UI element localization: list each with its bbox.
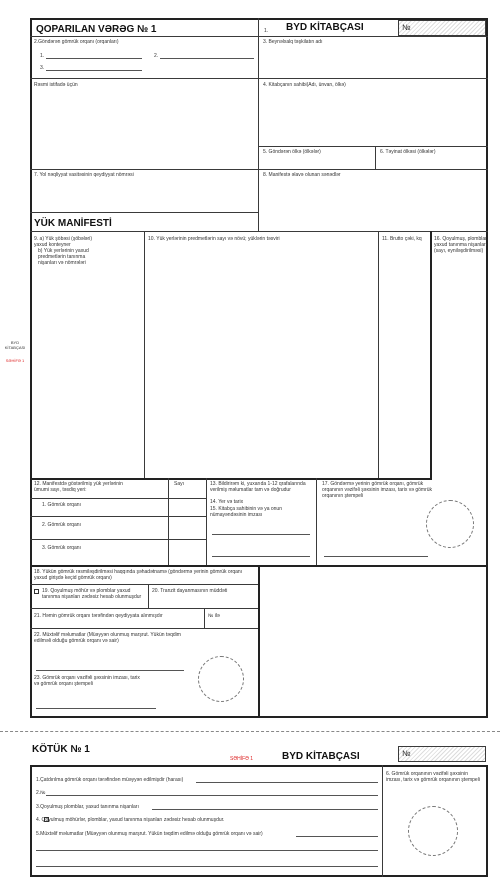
counterfoil-number-label: № xyxy=(402,749,411,758)
carnet-number: 1. xyxy=(264,28,269,34)
side-page-label: SƏHİFƏ 1 xyxy=(5,358,25,363)
field-2-1-input[interactable] xyxy=(46,58,142,59)
field-9a-label: 9. a) Yük şöbəsi (şöbələri) yaxud konteyner xyxy=(34,236,92,248)
field-23-signature-line[interactable] xyxy=(36,708,156,709)
side-carnet-title: BYD KİTABÇASI xyxy=(4,340,26,350)
field-15-input[interactable] xyxy=(212,556,310,557)
official-use-label: Rəsmi istifadə üçün xyxy=(34,82,78,88)
row-5-input-line-2[interactable] xyxy=(36,850,378,851)
field-19-label: 19. Qoyulmuş möhür və plomblar yaxud tanınma nişanları zədəsiz hesab olunmuşdur xyxy=(42,588,142,600)
row-5-input-line-3[interactable] xyxy=(36,866,378,867)
field-21-number-label: № ilə xyxy=(208,613,220,619)
field-12-1-label: 1. Gömrük orqanı xyxy=(42,502,81,508)
field-19-checkbox[interactable] xyxy=(34,589,39,594)
counterfoil-carnet-title: BYD KİTABÇASI xyxy=(282,751,360,762)
row-5-label: 5.Müxtəlif məlumatlar (Müəyyən olunmuş marşrut. Yükün təqdim edilmə olduğu gömrük orqanı və sair) xyxy=(36,831,263,837)
field-22-label: 22. Müxtəlif məlumatlar (Müəyyən olunmuş marşrut. Yükün təqdim edilməli olduğu gömrük orqanı və sair) xyxy=(34,632,181,644)
field-18-label: 18. Yükün gömrük rəsmiləşdirilməsi haqqında şəhadətnamə (göndərmə yerinin gömrük orqanı yaxud girişdə keçid gömrük orqanı) xyxy=(34,569,243,581)
row-4-label: 4. Qoyulmuş möhürlər, plomblar, yaxud tanınma nişanları zədəsiz hesab olunmuşdur. xyxy=(36,817,225,823)
field-20-label: 20. Tranzit dayanmasının müddəti xyxy=(152,588,228,594)
field-17-signature-line[interactable] xyxy=(324,556,428,557)
field-12-label: 12. Manifestdə göstərilmiş yük yerlərinin ümumi sayı, təsdiq yeri: xyxy=(34,481,123,493)
stamp-circle xyxy=(198,656,244,702)
counterfoil-page-label: SƏHİFƏ 1 xyxy=(230,756,254,762)
field-3-label: 3. Beynəlxalq təşkilatın adı xyxy=(263,39,323,45)
field-11-label: 11. Brutto çəki, kq xyxy=(382,236,422,242)
field-2-label: 2.Göndərən gömrük orqanı (orqanları) xyxy=(34,39,119,45)
row-2-label: 2.№ xyxy=(36,790,46,796)
field-2-2-input[interactable] xyxy=(160,58,254,59)
field-8-label: 8. Manifestə əlavə olunan sənədlər xyxy=(263,172,341,178)
stamp-circle xyxy=(426,500,474,548)
field-6-label: 6. Təyinat ölkəsi (ölkələr) xyxy=(380,149,436,155)
field-12-2-label: 2. Gömrük orqanı xyxy=(42,522,81,528)
manifest-title: YÜK MANİFESTİ xyxy=(34,218,112,229)
field-16-label: 16. Qoyulmuş, plomblar, yaxud tanınma nişanları (sayı, eyniləşdirilməsi) xyxy=(434,236,488,254)
row-1-label: 1.Çatdırılma gömrük orqanı tərəfindən müəyyən edilmişdir (harası) xyxy=(36,777,184,783)
field-15-label: 15. Kitabça sahibinin və ya onun nümayəndəsinin imzası xyxy=(210,506,282,518)
carnet-title: BYD KİTABÇASI xyxy=(286,22,364,33)
row-6-label: 6. Gömrük orqanının vəzifəli şəxsinin imzası, tarix və gömrük orqanının ştempeli xyxy=(386,771,480,783)
field-12-3-label: 3. Gömrük orqanı xyxy=(42,545,81,551)
carnet-number-field[interactable] xyxy=(398,20,486,36)
field-7-label: 7. Yol nəqliyyat vasitəsinin qeydiyyat nömrəsi xyxy=(34,172,134,178)
field-21-label: 21. Həmin gömrük orqanı tərəfindən qeydiyyata alınmışdır xyxy=(34,613,163,619)
field-23-label: 23. Gömrük orqanı vəzifəli şəxsinin imzası, tarix və gömrük orqanı ştempeli xyxy=(34,675,140,687)
row-2-input[interactable] xyxy=(46,795,378,796)
row-3-input[interactable] xyxy=(152,809,378,810)
field-9b-label: b) Yük yerlərinin yaxud predmetlərin tanınma nişanları və nömrələri xyxy=(38,248,89,266)
number-label: № xyxy=(402,23,411,32)
counterfoil-number-field[interactable] xyxy=(398,746,486,762)
field-17-label: 17. Göndərmə yerinin gömrük orqanı, gömrük orqanının vəzifəli şəxsinin imzası, tarix və gömrük orqanının ştempeli xyxy=(322,481,433,499)
row-3-label: 3.Qoyulmuş plomblar, yaxud tanınma nişanları xyxy=(36,804,139,810)
field-5-label: 5. Göndərən ölkə (ölkələr) xyxy=(263,149,321,155)
voucher-title: QOPARILAN VƏRƏG № 1 xyxy=(36,24,157,35)
field-4-label: 4. Kitabçanın sahibi(Adı, ünvan, ölkə) xyxy=(263,82,346,88)
field-14-label: 14. Yer və tarix xyxy=(210,499,244,505)
row-5-input[interactable] xyxy=(296,836,378,837)
field-13-label: 13. Bildirirəm ki, yuxarıda 1-12 qrafalarında verilmiş məlumatlar tam və doğrudur xyxy=(210,481,306,493)
row-1-input[interactable] xyxy=(196,782,378,783)
field-14-input[interactable] xyxy=(212,534,310,535)
field-12-count-label: Sayı xyxy=(174,481,185,487)
field-10-label: 10. Yük yerlərinin predmetlərin sayı və növü; yüklərin təsviri xyxy=(148,236,280,242)
field-22-input[interactable] xyxy=(36,670,184,671)
field-2-3-input[interactable] xyxy=(46,70,142,71)
stamp-circle xyxy=(408,806,458,856)
counterfoil-title: KÖTÜK № 1 xyxy=(32,744,90,755)
